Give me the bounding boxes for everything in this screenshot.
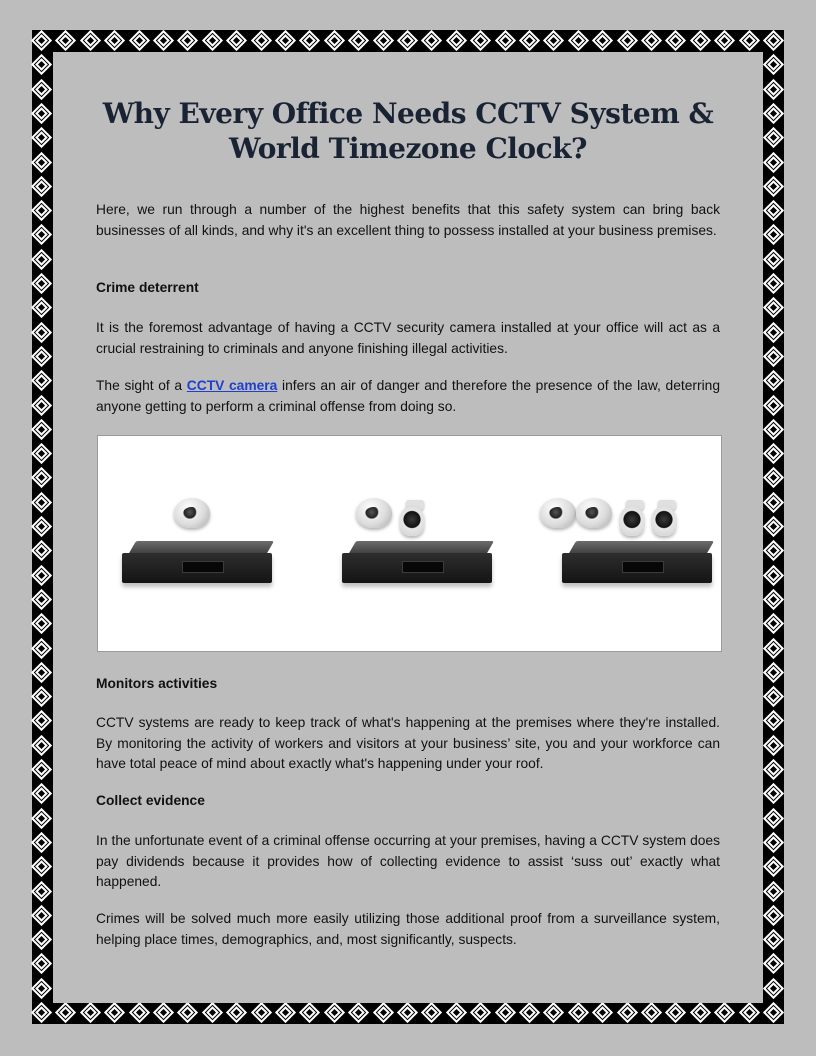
crimes-solved-paragraph: Crimes will be solved much more easily utilizing those additional proof from a surveillance system, helping place times, demographics, and, most significantly, suspects.: [96, 911, 720, 947]
intro-paragraph: Here, we run through a number of the highest benefits that this safety system can bring back businesses of all kinds, and why it's an excellent thing to possess installed at your business premises.: [96, 202, 720, 238]
collect-evidence-paragraph: In the unfortunate event of a criminal offense occurring at your premises, having a CCTV system does pay dividends because it provides how of collecting evidence to assist ‘suss out’ exactly what happened.: [96, 833, 720, 889]
link-paragraph-before: The sight of a: [96, 378, 187, 393]
document-title: Why Every Office Needs CCTV System & World Timezone Clock?: [102, 97, 714, 165]
heading-monitors-activities: Monitors activities: [96, 676, 218, 691]
dome-camera: [540, 498, 576, 528]
dome-camera: [174, 498, 210, 528]
crime-deterrent-paragraph: It is the foremost advantage of having a CCTV security camera installed at your office will act as a crucial restraining to criminals and anyone finishing illegal activities.: [96, 320, 720, 356]
dvr-front-panel: [182, 561, 224, 573]
heading-crime-deterrent: Crime deterrent: [96, 280, 199, 295]
link-paragraph-after: infers an air of danger and therefore the presence of the law, deterring anyone getting to perform a criminal offense from doing so.: [96, 378, 720, 414]
cctv-camera-paragraph: [96, 376, 720, 417]
dome-camera: [576, 498, 612, 528]
dome-camera: [356, 498, 392, 528]
bullet-camera: [620, 506, 644, 536]
cctv-kits-image: [97, 435, 722, 652]
heading-collect-evidence: Collect evidence: [96, 793, 205, 808]
bullet-camera: [652, 506, 676, 536]
monitors-activities-paragraph: CCTV systems are ready to keep track of what's happening at the premises where they're installed. By monitoring the activity of workers and visitors at your business’ site, you and your workforce can have total peace of mind about exactly what's happening under your roof.: [96, 715, 720, 771]
bullet-camera: [400, 506, 424, 536]
dvr-front-panel: [402, 561, 444, 573]
cctv-camera-link[interactable]: CCTV camera: [186, 378, 278, 393]
dvr-front-panel: [622, 561, 664, 573]
